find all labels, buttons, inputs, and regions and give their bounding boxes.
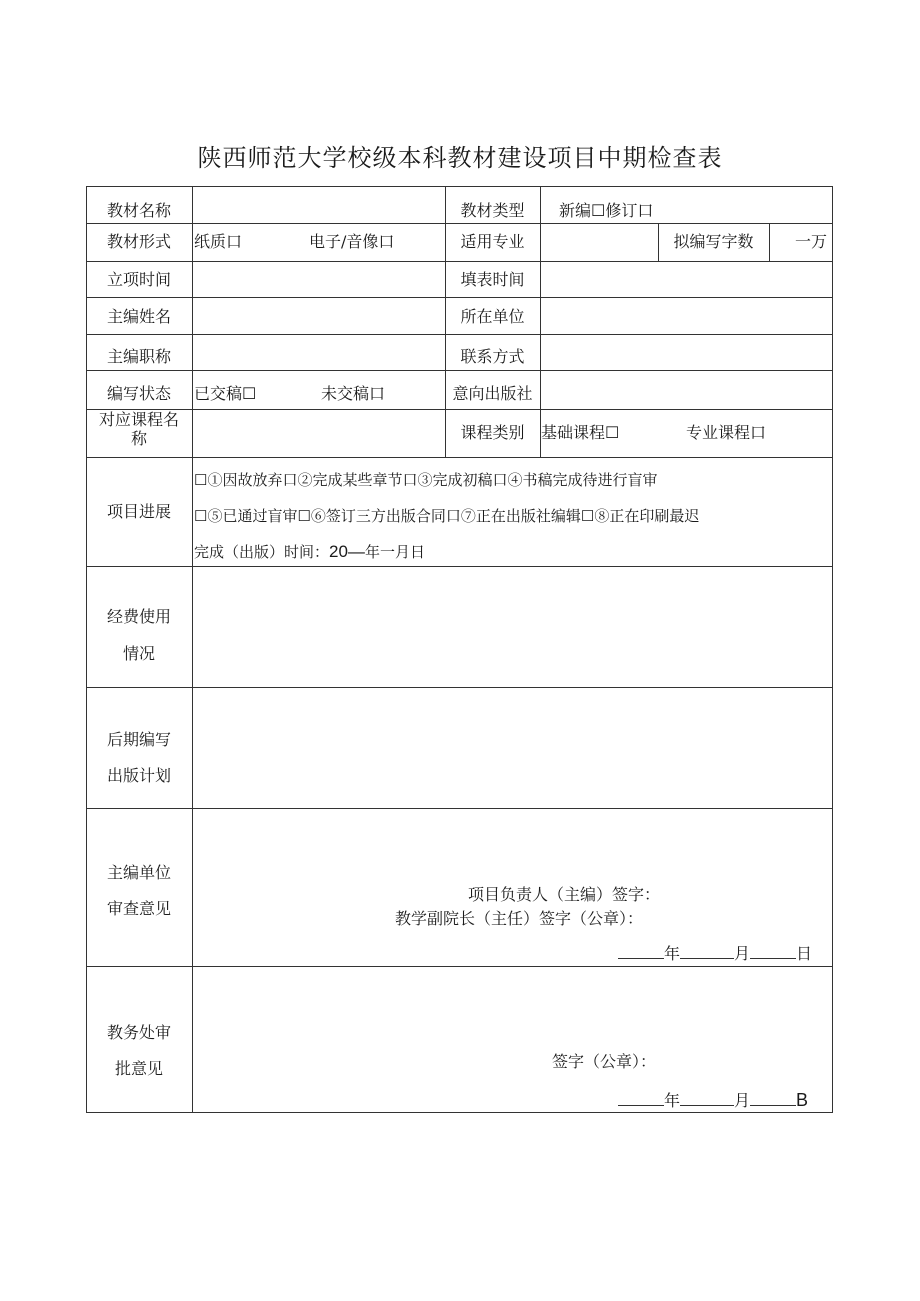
completion-date-line: [194, 542, 425, 562]
label-project-progress: 项目进展: [106, 502, 171, 521]
progress-options-line1[interactable]: ☐①因故放弃口②完成某些章节口③完成初稿口④书稿完成待进行盲审: [194, 471, 658, 489]
label-plan-line1: 后期编写: [106, 730, 171, 749]
row-divider: [86, 261, 833, 262]
label-later-plan: [86, 722, 192, 794]
status-not-submitted-option[interactable]: 未交稿口: [321, 384, 386, 403]
label-fill-date: 填表时间: [460, 270, 525, 289]
label-funds-usage: [86, 598, 192, 672]
category-basic-option[interactable]: 基础课程☐: [541, 423, 620, 442]
form-electronic-option[interactable]: 电子/音像口: [309, 232, 395, 251]
border-top: [86, 186, 833, 187]
label-academic-affairs: [86, 1015, 192, 1087]
date-day-label: 日: [796, 944, 813, 963]
year-blank[interactable]: [618, 1091, 664, 1106]
completion-date-suffix: 年一月日: [364, 543, 425, 561]
date-day-label: B: [796, 1090, 809, 1110]
inspection-form-table: [86, 186, 833, 1113]
row-divider: [86, 687, 833, 688]
day-blank[interactable]: [750, 944, 796, 959]
month-blank[interactable]: [680, 944, 734, 959]
completion-date-prefix: 完成（出版）时间：: [194, 543, 330, 561]
label-editor-title: 主编职称: [106, 347, 171, 366]
row-divider: [86, 457, 833, 458]
label-course-line1: 对应课程名: [98, 410, 179, 429]
day-blank[interactable]: [750, 1091, 796, 1106]
label-writing-status: 编写状态: [106, 384, 171, 403]
row-divider: [86, 409, 833, 410]
border-bottom: [86, 1112, 833, 1113]
label-chief-editor: 主编姓名: [106, 307, 171, 326]
row-divider: [86, 223, 833, 224]
label-plan-line2: 出版计划: [106, 766, 171, 785]
label-approval-date: 立项时间: [106, 270, 171, 289]
year-blank[interactable]: [618, 944, 664, 959]
row-divider: [86, 370, 833, 371]
page-title: 陕西师范大学校级本科教材建设项目中期检查表: [197, 144, 723, 172]
label-course-name: [86, 410, 192, 448]
review-date: [618, 944, 812, 964]
label-textbook-type: 教材类型: [460, 201, 525, 220]
label-word-count: 拟编写字数: [673, 232, 754, 251]
word-count-unit: 一万: [795, 232, 828, 251]
label-intended-publisher: 意向出版社: [452, 384, 533, 403]
month-blank[interactable]: [680, 1091, 734, 1106]
label-review-line1: 主编单位: [106, 863, 171, 882]
label-column-divider: [192, 186, 193, 1113]
label-approval-line1: 教务处审: [106, 1023, 171, 1042]
label-unit-review: [86, 855, 192, 927]
label-review-line2: 审查意见: [106, 899, 171, 918]
status-submitted-option[interactable]: 已交稿☐: [194, 384, 257, 403]
category-major-option[interactable]: 专业课程口: [686, 423, 767, 442]
row-divider: [86, 297, 833, 298]
approval-date: [618, 1090, 808, 1111]
label-unit: 所在单位: [460, 307, 525, 326]
label-applicable-major: 适用专业: [460, 232, 525, 251]
column-divider: [540, 186, 541, 457]
textbook-type-options[interactable]: 新编☐修订口: [559, 201, 654, 220]
row-divider: [86, 966, 833, 967]
column-divider: [769, 223, 770, 261]
date-month-label: 月: [734, 944, 751, 963]
label-funds-line2: 情况: [122, 644, 155, 663]
progress-options-line2[interactable]: ☐⑤已通过盲审☐⑥签订三方出版合同口⑦正在出版社编辑☐⑧正在印刷最迟: [194, 507, 700, 525]
label-textbook-form: 教材形式: [106, 232, 171, 251]
label-textbook-name: 教材名称: [106, 201, 171, 220]
label-funds-line1: 经费使用: [106, 607, 171, 626]
label-course-category: 课程类别: [460, 423, 525, 442]
date-year-label: 年: [664, 1091, 681, 1110]
label-approval-line2: 批意见: [114, 1059, 163, 1078]
date-month-label: 月: [734, 1091, 751, 1110]
approval-signature-label: 签字（公章）：: [552, 1052, 657, 1071]
date-year-label: 年: [664, 944, 681, 963]
label-contact: 联系方式: [460, 347, 525, 366]
row-divider: [86, 808, 833, 809]
form-paper-option[interactable]: 纸质口: [194, 232, 243, 251]
leader-signature-label: 项目负责人（主编）签字：: [468, 885, 661, 904]
row-divider: [86, 334, 833, 335]
label-course-line2: 称: [130, 429, 147, 448]
border-right: [832, 186, 833, 1113]
dean-signature-label: 教学副院长（主任）签字（公章）：: [395, 909, 644, 928]
completion-date-year[interactable]: 20—: [329, 542, 365, 561]
row-divider: [86, 566, 833, 567]
